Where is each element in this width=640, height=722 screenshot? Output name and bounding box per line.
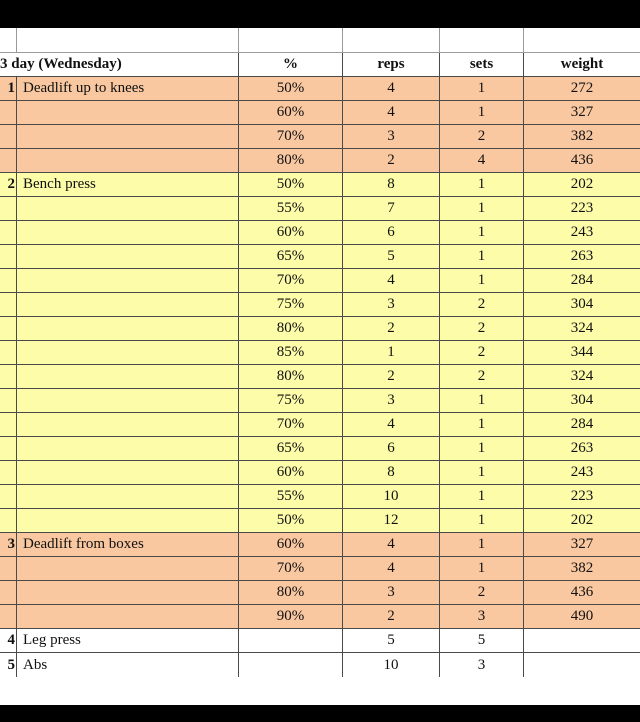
- weight-cell[interactable]: 382: [524, 557, 640, 581]
- header-reps[interactable]: reps: [343, 53, 440, 77]
- table-row: [0, 533, 640, 557]
- reps-cell[interactable]: 10: [343, 653, 440, 678]
- table-row: [0, 221, 640, 245]
- percent-cell[interactable]: 50%: [239, 509, 343, 533]
- table-row: [0, 605, 640, 629]
- header-row: [0, 53, 640, 77]
- sets-cell[interactable]: 1: [440, 509, 524, 533]
- percent-cell[interactable]: 70%: [239, 413, 343, 437]
- weight-cell[interactable]: 327: [524, 533, 640, 557]
- table-row: [0, 101, 640, 125]
- weight-cell[interactable]: 304: [524, 293, 640, 317]
- table-row: [0, 653, 640, 678]
- reps-cell[interactable]: 4: [343, 533, 440, 557]
- reps-cell[interactable]: 2: [343, 605, 440, 629]
- exercise-number[interactable]: [0, 197, 17, 221]
- sets-cell[interactable]: 1: [440, 413, 524, 437]
- table-row: [0, 413, 640, 437]
- percent-cell[interactable]: 75%: [239, 293, 343, 317]
- reps-cell[interactable]: 12: [343, 509, 440, 533]
- percent-cell[interactable]: 60%: [239, 461, 343, 485]
- percent-cell[interactable]: 80%: [239, 317, 343, 341]
- exercise-number[interactable]: [0, 245, 17, 269]
- exercise-name[interactable]: [17, 293, 239, 317]
- weight-cell[interactable]: 436: [524, 149, 640, 173]
- cell[interactable]: [343, 28, 440, 53]
- table-row: [0, 341, 640, 365]
- exercise-name[interactable]: Leg press: [17, 629, 239, 653]
- weight-cell[interactable]: [524, 653, 640, 678]
- percent-cell[interactable]: 60%: [239, 533, 343, 557]
- sets-cell[interactable]: 1: [440, 197, 524, 221]
- header-weight[interactable]: weight: [524, 53, 640, 77]
- percent-cell[interactable]: 60%: [239, 221, 343, 245]
- exercise-name[interactable]: [17, 221, 239, 245]
- exercise-name[interactable]: [17, 437, 239, 461]
- sets-cell[interactable]: 1: [440, 173, 524, 197]
- reps-cell[interactable]: 2: [343, 317, 440, 341]
- sets-cell[interactable]: 1: [440, 245, 524, 269]
- cell[interactable]: [440, 28, 524, 53]
- table-row: [0, 365, 640, 389]
- reps-cell[interactable]: 6: [343, 437, 440, 461]
- weight-cell[interactable]: 490: [524, 605, 640, 629]
- header-sets[interactable]: sets: [440, 53, 524, 77]
- reps-cell[interactable]: 3: [343, 293, 440, 317]
- table-row: [0, 389, 640, 413]
- sets-cell[interactable]: 2: [440, 293, 524, 317]
- exercise-number[interactable]: [0, 461, 17, 485]
- table-row: [0, 197, 640, 221]
- exercise-number[interactable]: 5: [0, 653, 17, 678]
- exercise-number[interactable]: [0, 341, 17, 365]
- table-row: [0, 125, 640, 149]
- exercise-name[interactable]: [17, 413, 239, 437]
- weight-cell[interactable]: 344: [524, 341, 640, 365]
- exercise-name[interactable]: Deadlift from boxes: [17, 533, 239, 557]
- reps-cell[interactable]: 10: [343, 485, 440, 509]
- exercise-number[interactable]: [0, 365, 17, 389]
- percent-cell[interactable]: 80%: [239, 365, 343, 389]
- reps-cell[interactable]: 4: [343, 77, 440, 101]
- exercise-name[interactable]: [17, 125, 239, 149]
- exercise-name[interactable]: [17, 389, 239, 413]
- exercise-name[interactable]: [17, 101, 239, 125]
- weight-cell[interactable]: 202: [524, 509, 640, 533]
- sets-cell[interactable]: 1: [440, 269, 524, 293]
- exercise-number[interactable]: 2: [0, 173, 17, 197]
- table-row: [0, 437, 640, 461]
- exercise-name[interactable]: [17, 197, 239, 221]
- exercise-name[interactable]: [17, 461, 239, 485]
- percent-cell[interactable]: 80%: [239, 149, 343, 173]
- weight-cell[interactable]: 272: [524, 77, 640, 101]
- percent-cell[interactable]: 90%: [239, 605, 343, 629]
- exercise-number[interactable]: [0, 269, 17, 293]
- header-day[interactable]: 3 day (Wednesday): [0, 53, 239, 77]
- table-row: [0, 557, 640, 581]
- cell[interactable]: [239, 28, 343, 53]
- reps-cell[interactable]: 6: [343, 221, 440, 245]
- sets-cell[interactable]: 1: [440, 221, 524, 245]
- table-row: [0, 173, 640, 197]
- weight-cell[interactable]: 202: [524, 173, 640, 197]
- weight-cell[interactable]: 304: [524, 389, 640, 413]
- weight-cell[interactable]: 327: [524, 101, 640, 125]
- cell[interactable]: [524, 28, 640, 53]
- exercise-name[interactable]: [17, 509, 239, 533]
- exercise-number[interactable]: [0, 317, 17, 341]
- weight-cell[interactable]: 324: [524, 365, 640, 389]
- exercise-number[interactable]: [0, 149, 17, 173]
- exercise-name[interactable]: Abs: [17, 653, 239, 678]
- percent-cell[interactable]: 65%: [239, 437, 343, 461]
- sets-cell[interactable]: 1: [440, 461, 524, 485]
- sets-cell[interactable]: 2: [440, 581, 524, 605]
- workout-table: [0, 28, 640, 677]
- exercise-number[interactable]: [0, 509, 17, 533]
- sets-cell[interactable]: 1: [440, 101, 524, 125]
- exercise-name[interactable]: [17, 557, 239, 581]
- header-percent[interactable]: %: [239, 53, 343, 77]
- exercise-name[interactable]: [17, 365, 239, 389]
- reps-cell[interactable]: 1: [343, 341, 440, 365]
- weight-cell[interactable]: 324: [524, 317, 640, 341]
- exercise-number[interactable]: 4: [0, 629, 17, 653]
- reps-cell[interactable]: 5: [343, 245, 440, 269]
- exercise-number[interactable]: [0, 605, 17, 629]
- sets-cell[interactable]: 3: [440, 605, 524, 629]
- table-row: [0, 581, 640, 605]
- percent-cell[interactable]: 55%: [239, 485, 343, 509]
- sets-cell[interactable]: 3: [440, 653, 524, 678]
- reps-cell[interactable]: 7: [343, 197, 440, 221]
- cell[interactable]: [17, 28, 239, 53]
- blank-row: [0, 28, 640, 53]
- percent-cell[interactable]: 65%: [239, 245, 343, 269]
- table-row: [0, 629, 640, 653]
- sets-cell[interactable]: 2: [440, 341, 524, 365]
- weight-cell[interactable]: 284: [524, 413, 640, 437]
- percent-cell[interactable]: 60%: [239, 101, 343, 125]
- reps-cell[interactable]: 2: [343, 149, 440, 173]
- sets-cell[interactable]: 1: [440, 485, 524, 509]
- reps-cell[interactable]: 3: [343, 125, 440, 149]
- reps-cell[interactable]: 4: [343, 413, 440, 437]
- weight-cell[interactable]: 263: [524, 245, 640, 269]
- table-row: [0, 77, 640, 101]
- reps-cell[interactable]: 3: [343, 389, 440, 413]
- table-row: [0, 485, 640, 509]
- exercise-number[interactable]: [0, 413, 17, 437]
- exercise-name[interactable]: Deadlift up to knees: [17, 77, 239, 101]
- reps-cell[interactable]: 4: [343, 269, 440, 293]
- percent-cell[interactable]: 75%: [239, 389, 343, 413]
- exercise-number[interactable]: 3: [0, 533, 17, 557]
- sets-cell[interactable]: 4: [440, 149, 524, 173]
- exercise-name[interactable]: [17, 245, 239, 269]
- weight-cell[interactable]: 223: [524, 485, 640, 509]
- percent-cell[interactable]: 50%: [239, 77, 343, 101]
- weight-cell[interactable]: [524, 629, 640, 653]
- percent-cell[interactable]: 70%: [239, 269, 343, 293]
- sets-cell[interactable]: 2: [440, 317, 524, 341]
- table-row: [0, 461, 640, 485]
- exercise-number[interactable]: [0, 389, 17, 413]
- sets-cell[interactable]: 1: [440, 533, 524, 557]
- exercise-number[interactable]: [0, 221, 17, 245]
- weight-cell[interactable]: 243: [524, 461, 640, 485]
- exercise-name[interactable]: Bench press: [17, 173, 239, 197]
- exercise-name[interactable]: [17, 581, 239, 605]
- weight-cell[interactable]: 382: [524, 125, 640, 149]
- reps-cell[interactable]: 3: [343, 581, 440, 605]
- exercise-name[interactable]: [17, 149, 239, 173]
- percent-cell[interactable]: 70%: [239, 125, 343, 149]
- exercise-number[interactable]: [0, 485, 17, 509]
- sets-cell[interactable]: 1: [440, 77, 524, 101]
- percent-cell[interactable]: 70%: [239, 557, 343, 581]
- sets-cell[interactable]: 1: [440, 437, 524, 461]
- table-row: [0, 269, 640, 293]
- reps-cell[interactable]: 4: [343, 557, 440, 581]
- reps-cell[interactable]: 4: [343, 101, 440, 125]
- reps-cell[interactable]: 8: [343, 461, 440, 485]
- exercise-name[interactable]: [17, 269, 239, 293]
- cell[interactable]: [0, 28, 17, 53]
- exercise-number[interactable]: [0, 101, 17, 125]
- reps-cell[interactable]: 5: [343, 629, 440, 653]
- table-row: [0, 245, 640, 269]
- sets-cell[interactable]: 2: [440, 125, 524, 149]
- sets-cell[interactable]: 5: [440, 629, 524, 653]
- percent-cell[interactable]: 80%: [239, 581, 343, 605]
- weight-cell[interactable]: 284: [524, 269, 640, 293]
- exercise-number[interactable]: [0, 293, 17, 317]
- weight-cell[interactable]: 263: [524, 437, 640, 461]
- percent-cell[interactable]: [239, 653, 343, 678]
- table-row: [0, 509, 640, 533]
- exercise-number[interactable]: [0, 557, 17, 581]
- weight-cell[interactable]: 223: [524, 197, 640, 221]
- spreadsheet: [0, 28, 640, 705]
- exercise-name[interactable]: [17, 341, 239, 365]
- sets-cell[interactable]: 1: [440, 557, 524, 581]
- weight-cell[interactable]: 243: [524, 221, 640, 245]
- exercise-name[interactable]: [17, 485, 239, 509]
- exercise-number[interactable]: [0, 581, 17, 605]
- exercise-number[interactable]: [0, 125, 17, 149]
- percent-cell[interactable]: [239, 629, 343, 653]
- exercise-name[interactable]: [17, 605, 239, 629]
- table-row: [0, 149, 640, 173]
- table-row: [0, 317, 640, 341]
- exercise-number[interactable]: [0, 437, 17, 461]
- table-row: [0, 293, 640, 317]
- percent-cell[interactable]: 55%: [239, 197, 343, 221]
- reps-cell[interactable]: 8: [343, 173, 440, 197]
- reps-cell[interactable]: 2: [343, 365, 440, 389]
- percent-cell[interactable]: 50%: [239, 173, 343, 197]
- sets-cell[interactable]: 2: [440, 365, 524, 389]
- weight-cell[interactable]: 436: [524, 581, 640, 605]
- sets-cell[interactable]: 1: [440, 389, 524, 413]
- exercise-number[interactable]: 1: [0, 77, 17, 101]
- percent-cell[interactable]: 85%: [239, 341, 343, 365]
- exercise-name[interactable]: [17, 317, 239, 341]
